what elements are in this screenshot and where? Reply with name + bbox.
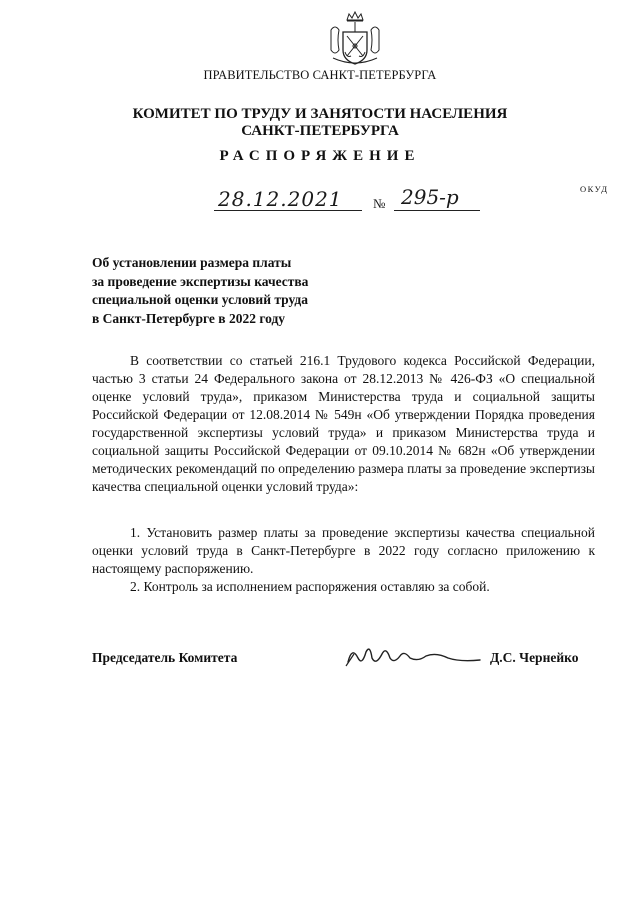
subject-line: в Санкт-Петербурге в 2022 году — [92, 310, 286, 326]
order-item-2: 2. Контроль за исполнением распоряжения оставляю за собой. — [130, 579, 490, 594]
date-underline — [214, 210, 362, 211]
document-number: 295-р — [401, 185, 459, 209]
document-type: РАСПОРЯЖЕНИЕ — [219, 148, 421, 164]
coat-of-arms-emblem — [327, 10, 383, 68]
subject-line: за проведение экспертизы качества — [92, 273, 309, 289]
document-date: 28.12.2021 — [218, 187, 343, 211]
government-name: ПРАВИТЕЛЬСТВО САНКТ-ПЕТЕРБУРГА — [203, 68, 437, 82]
number-sign: № — [373, 196, 386, 211]
number-underline — [394, 210, 480, 211]
committee-name-line1: КОМИТЕТ ПО ТРУДУ И ЗАНЯТОСТИ НАСЕЛЕНИЯ — [132, 106, 508, 122]
committee-name — [0, 106, 640, 140]
handwritten-signature — [340, 632, 485, 672]
committee-name-line2: САНКТ-ПЕТЕРБУРГА — [241, 123, 399, 139]
signatory-name: Д.С. Чернейко — [490, 650, 579, 665]
subject-line: специальной оценки условий труда — [92, 292, 308, 307]
preamble-paragraph: В соответствии со статьей 216.1 Трудового кодекса Российской Федерации, частью 3 статьи 24 Федерального закона от 28.12.2013 № 426-ФЗ «О специальной оценке условий труда», приказом Министерства труда и социальной защиты Российской Федерации от 12.08.2014 № 549н «Об утверждении Порядка проведения государственной экспертизы условий труда» и приказом Министерства труда и социальной защиты Российской Федерации от 09.10.2014 № 682н «Об утверждении методических рекомендаций по определению размера платы за проведение экспертизы качества специальной оценки условий труда»: — [92, 353, 595, 494]
document-subject — [92, 254, 422, 328]
order-item-1: 1. Установить размер платы за проведение экспертизы качества специальной оценки условий труда в Санкт-Петербурге в 2022 году согласно приложению к настоящему распоряжению. — [92, 525, 595, 576]
signatory-title: Председатель Комитета — [92, 650, 238, 665]
subject-line: Об установлении размера платы — [92, 255, 292, 270]
okud-label: ОКУД — [580, 184, 609, 194]
